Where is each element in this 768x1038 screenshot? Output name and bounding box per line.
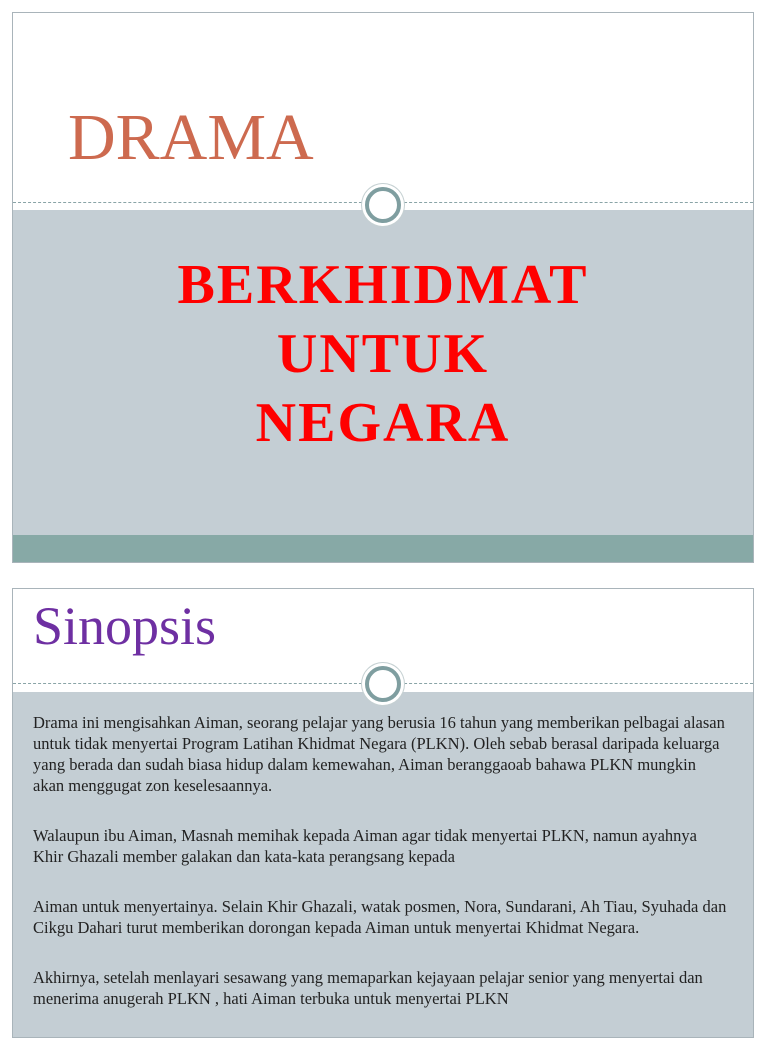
synopsis-text [33,712,731,1038]
slide-title [12,12,754,563]
circle-ornament-icon [365,666,401,702]
slide-subtitle [13,251,753,458]
slide-synopsis [12,588,754,1038]
synopsis-paragraph: Akhirnya, setelah menlayari sesawang yang memaparkan kejayaan pelajar senior yang menyertai dan menerima anugerah PLKN , hati Aiman terbuka untuk menyertai PLKN [33,968,703,1008]
synopsis-paragraph: Drama ini mengisahkan Aiman, seorang pelajar yang berusia 16 tahun yang memberikan pelbagai alasan untuk tidak menyertai Program Latihan Khidmat Negara (PLKN). Oleh sebab berasal daripada keluarga yang berada dan sudah biasa hidup dalam kemewahan, Aiman beranggaoab bahawa PLKN mungkin akan menggugat zon keselesaannya. [33,713,725,795]
subtitle-line: UNTUK [276,323,490,385]
circle-ornament-icon [365,187,401,223]
synopsis-heading: Sinopsis [33,596,217,656]
subtitle-line: NEGARA [255,392,511,454]
slide-title-heading: DRAMA [68,101,314,174]
footer-band [13,535,753,562]
synopsis-paragraph: Walaupun ibu Aiman, Masnah memihak kepada Aiman agar tidak menyertai PLKN, namun ayahnya Khir Ghazali member galakan dan kata-kata perangsang kepada [33,826,697,866]
synopsis-paragraph: Aiman untuk menyertainya. Selain Khir Ghazali, watak posmen, Nora, Sundarani, Ah Tiau, Syuhada dan Cikgu Dahari turut memberikan dorongan kepada Aiman untuk menyertai Khidmat Negara. [33,897,727,937]
subtitle-line: BERKHIDMAT [177,254,589,316]
